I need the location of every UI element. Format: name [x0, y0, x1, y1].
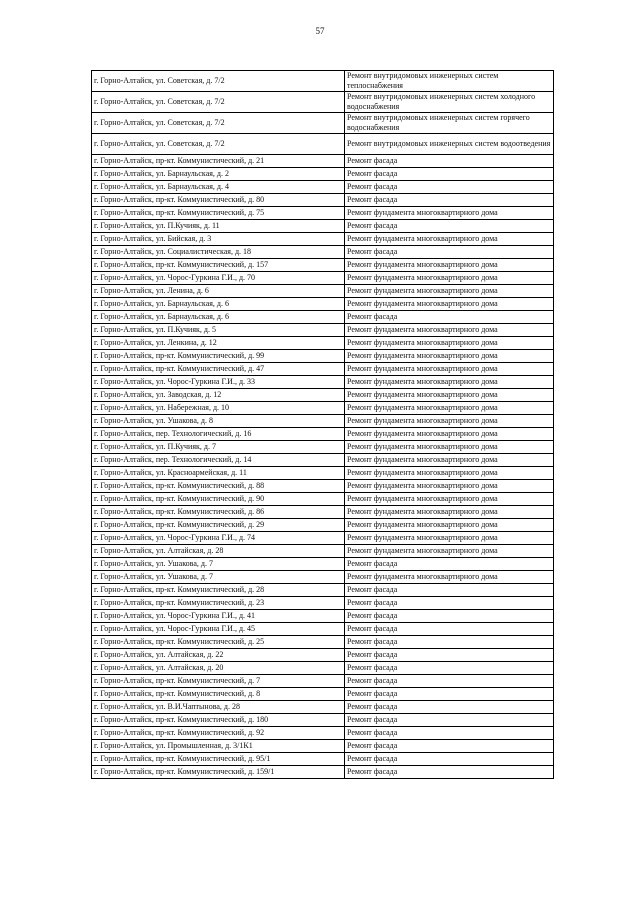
work-type-cell: Ремонт фундамента многоквартирного дома: [345, 363, 554, 376]
work-type-cell: Ремонт фасада: [345, 194, 554, 207]
table-row: [92, 597, 554, 610]
work-type-cell: Ремонт фасада: [345, 727, 554, 740]
address-cell: г. Горно-Алтайск, ул. Заводская, д. 12: [92, 389, 345, 402]
table-row: [92, 675, 554, 688]
address-cell: г. Горно-Алтайск, пер. Технологический, д. 14: [92, 454, 345, 467]
table-row: [92, 113, 554, 134]
table-row: [92, 441, 554, 454]
address-cell: г. Горно-Алтайск, ул. Барнаульская, д. 4: [92, 181, 345, 194]
table-row: [92, 454, 554, 467]
table-body: [92, 71, 554, 779]
table-row: [92, 545, 554, 558]
address-cell: г. Горно-Алтайск, пр-кт. Коммунистический, д. 8: [92, 688, 345, 701]
work-type-cell: Ремонт фундамента многоквартирного дома: [345, 337, 554, 350]
address-cell: г. Горно-Алтайск, ул. Алтайская, д. 20: [92, 662, 345, 675]
work-type-cell: Ремонт фасада: [345, 584, 554, 597]
work-type-cell: Ремонт фундамента многоквартирного дома: [345, 376, 554, 389]
work-type-cell: Ремонт фасада: [345, 675, 554, 688]
address-cell: г. Горно-Алтайск, ул. Барнаульская, д. 6: [92, 298, 345, 311]
address-cell: г. Горно-Алтайск, пр-кт. Коммунистический, д. 21: [92, 155, 345, 168]
table-row: [92, 532, 554, 545]
table-row: [92, 134, 554, 155]
work-type-cell: Ремонт фундамента многоквартирного дома: [345, 480, 554, 493]
work-type-cell: Ремонт фасада: [345, 766, 554, 779]
work-type-cell: Ремонт фундамента многоквартирного дома: [345, 259, 554, 272]
table-row: [92, 220, 554, 233]
address-cell: г. Горно-Алтайск, пр-кт. Коммунистический, д. 180: [92, 714, 345, 727]
address-cell: г. Горно-Алтайск, ул. Ушакова, д. 8: [92, 415, 345, 428]
table-row: [92, 493, 554, 506]
table-row: [92, 272, 554, 285]
work-type-cell: Ремонт внутридомовых инженерных систем горячего водоснабжения: [345, 113, 554, 134]
table-row: [92, 662, 554, 675]
work-type-cell: Ремонт фасада: [345, 610, 554, 623]
address-cell: г. Горно-Алтайск, пр-кт. Коммунистический, д. 29: [92, 519, 345, 532]
work-type-cell: Ремонт фундамента многоквартирного дома: [345, 571, 554, 584]
work-type-cell: Ремонт фундамента многоквартирного дома: [345, 441, 554, 454]
address-cell: г. Горно-Алтайск, ул. Советская, д. 7/2: [92, 134, 345, 155]
address-cell: г. Горно-Алтайск, пр-кт. Коммунистический, д. 95/1: [92, 753, 345, 766]
address-cell: г. Горно-Алтайск, ул. Советская, д. 7/2: [92, 71, 345, 92]
work-type-cell: Ремонт фасада: [345, 701, 554, 714]
address-cell: г. Горно-Алтайск, пер. Технологический, д. 16: [92, 428, 345, 441]
table-row: [92, 701, 554, 714]
address-cell: г. Горно-Алтайск, ул. Советская, д. 7/2: [92, 92, 345, 113]
address-cell: г. Горно-Алтайск, ул. Чорос-Гуркина Г.И., д. 45: [92, 623, 345, 636]
table-row: [92, 389, 554, 402]
table-row: [92, 168, 554, 181]
work-type-cell: Ремонт фасада: [345, 714, 554, 727]
table-row: [92, 428, 554, 441]
address-cell: г. Горно-Алтайск, ул. Алтайская, д. 28: [92, 545, 345, 558]
table-row: [92, 71, 554, 92]
table-row: [92, 311, 554, 324]
address-cell: г. Горно-Алтайск, ул. Социалистическая, д. 18: [92, 246, 345, 259]
work-type-cell: Ремонт фундамента многоквартирного дома: [345, 454, 554, 467]
address-cell: г. Горно-Алтайск, пр-кт. Коммунистический, д. 80: [92, 194, 345, 207]
table-row: [92, 519, 554, 532]
table-row: [92, 285, 554, 298]
work-type-cell: Ремонт фундамента многоквартирного дома: [345, 493, 554, 506]
work-type-cell: Ремонт фасада: [345, 311, 554, 324]
work-type-cell: Ремонт фасада: [345, 740, 554, 753]
work-type-cell: Ремонт фундамента многоквартирного дома: [345, 532, 554, 545]
work-type-cell: Ремонт внутридомовых инженерных систем теплоснабжения: [345, 71, 554, 92]
table-row: [92, 584, 554, 597]
address-cell: г. Горно-Алтайск, ул. Барнаульская, д. 2: [92, 168, 345, 181]
address-cell: г. Горно-Алтайск, пр-кт. Коммунистический, д. 86: [92, 506, 345, 519]
work-type-cell: Ремонт фасада: [345, 688, 554, 701]
work-type-cell: Ремонт фундамента многоквартирного дома: [345, 272, 554, 285]
table-row: [92, 727, 554, 740]
table-row: [92, 571, 554, 584]
work-type-cell: Ремонт фасада: [345, 662, 554, 675]
work-type-cell: Ремонт фундамента многоквартирного дома: [345, 233, 554, 246]
work-type-cell: Ремонт фундамента многоквартирного дома: [345, 428, 554, 441]
address-cell: г. Горно-Алтайск, ул. Чорос-Гуркина Г.И., д. 70: [92, 272, 345, 285]
work-type-cell: Ремонт фасада: [345, 181, 554, 194]
page-number: 57: [315, 26, 325, 36]
work-type-cell: Ремонт фундамента многоквартирного дома: [345, 467, 554, 480]
table-row: [92, 480, 554, 493]
table-row: [92, 363, 554, 376]
address-cell: г. Горно-Алтайск, пр-кт. Коммунистический, д. 75: [92, 207, 345, 220]
address-cell: г. Горно-Алтайск, пр-кт. Коммунистический, д. 47: [92, 363, 345, 376]
address-cell: г. Горно-Алтайск, пр-кт. Коммунистический, д. 7: [92, 675, 345, 688]
address-cell: г. Горно-Алтайск, пр-кт. Коммунистический, д. 159/1: [92, 766, 345, 779]
work-type-cell: Ремонт фасада: [345, 155, 554, 168]
work-type-cell: Ремонт фундамента многоквартирного дома: [345, 207, 554, 220]
work-type-cell: Ремонт фундамента многоквартирного дома: [345, 415, 554, 428]
table-row: [92, 350, 554, 363]
table-row: [92, 246, 554, 259]
work-type-cell: Ремонт внутридомовых инженерных систем водоотведения: [345, 134, 554, 155]
work-type-cell: Ремонт фундамента многоквартирного дома: [345, 350, 554, 363]
address-cell: г. Горно-Алтайск, ул. Набережная, д. 10: [92, 402, 345, 415]
table-row: [92, 714, 554, 727]
work-type-cell: Ремонт фундамента многоквартирного дома: [345, 519, 554, 532]
address-cell: г. Горно-Алтайск, пр-кт. Коммунистический, д. 90: [92, 493, 345, 506]
address-cell: г. Горно-Алтайск, ул. Ушакова, д. 7: [92, 558, 345, 571]
address-cell: г. Горно-Алтайск, пр-кт. Коммунистический, д. 92: [92, 727, 345, 740]
address-work-table: [91, 70, 554, 779]
table-row: [92, 233, 554, 246]
address-cell: г. Горно-Алтайск, ул. Чорос-Гуркина Г.И., д. 33: [92, 376, 345, 389]
work-type-cell: Ремонт фундамента многоквартирного дома: [345, 298, 554, 311]
work-type-cell: Ремонт фундамента многоквартирного дома: [345, 389, 554, 402]
work-type-cell: Ремонт фасада: [345, 246, 554, 259]
address-cell: г. Горно-Алтайск, пр-кт. Коммунистический, д. 88: [92, 480, 345, 493]
address-cell: г. Горно-Алтайск, ул. Чорос-Гуркина Г.И., д. 41: [92, 610, 345, 623]
work-type-cell: Ремонт фасада: [345, 753, 554, 766]
work-type-cell: Ремонт фасада: [345, 220, 554, 233]
work-type-cell: Ремонт фундамента многоквартирного дома: [345, 324, 554, 337]
table-row: [92, 467, 554, 480]
work-type-cell: Ремонт фасада: [345, 636, 554, 649]
address-cell: г. Горно-Алтайск, пр-кт. Коммунистический, д. 157: [92, 259, 345, 272]
table-row: [92, 740, 554, 753]
work-type-cell: Ремонт фасада: [345, 558, 554, 571]
table-row: [92, 259, 554, 272]
work-type-cell: Ремонт фундамента многоквартирного дома: [345, 285, 554, 298]
work-type-cell: Ремонт фасада: [345, 623, 554, 636]
table-row: [92, 558, 554, 571]
address-cell: г. Горно-Алтайск, пр-кт. Коммунистический, д. 28: [92, 584, 345, 597]
address-cell: г. Горно-Алтайск, ул. П.Кучияк, д. 5: [92, 324, 345, 337]
work-type-cell: Ремонт фасада: [345, 597, 554, 610]
address-cell: г. Горно-Алтайск, ул. Красноармейская, д. 11: [92, 467, 345, 480]
work-type-cell: Ремонт фундамента многоквартирного дома: [345, 506, 554, 519]
address-cell: г. Горно-Алтайск, ул. Бийская, д. 3: [92, 233, 345, 246]
address-cell: г. Горно-Алтайск, пр-кт. Коммунистический, д. 25: [92, 636, 345, 649]
table-row: [92, 610, 554, 623]
table-row: [92, 92, 554, 113]
work-type-cell: Ремонт фасада: [345, 168, 554, 181]
table-row: [92, 688, 554, 701]
table-row: [92, 402, 554, 415]
work-type-cell: Ремонт внутридомовых инженерных систем холодного водоснабжения: [345, 92, 554, 113]
address-cell: г. Горно-Алтайск, ул. Промышленная, д. 3/1К1: [92, 740, 345, 753]
address-cell: г. Горно-Алтайск, ул. П.Кучияк, д. 7: [92, 441, 345, 454]
table-row: [92, 649, 554, 662]
table-row: [92, 194, 554, 207]
table-row: [92, 155, 554, 168]
table-row: [92, 324, 554, 337]
table-row: [92, 337, 554, 350]
address-cell: г. Горно-Алтайск, пр-кт. Коммунистический, д. 23: [92, 597, 345, 610]
address-cell: г. Горно-Алтайск, ул. Ленина, д. 6: [92, 285, 345, 298]
work-type-cell: Ремонт фасада: [345, 649, 554, 662]
table-row: [92, 376, 554, 389]
table-row: [92, 506, 554, 519]
table-row: [92, 766, 554, 779]
address-cell: г. Горно-Алтайск, ул. Барнаульская, д. 6: [92, 311, 345, 324]
work-type-cell: Ремонт фундамента многоквартирного дома: [345, 402, 554, 415]
address-cell: г. Горно-Алтайск, ул. Ушакова, д. 7: [92, 571, 345, 584]
table-row: [92, 636, 554, 649]
table-row: [92, 207, 554, 220]
table-row: [92, 623, 554, 636]
table-row: [92, 181, 554, 194]
address-cell: г. Горно-Алтайск, ул. П.Кучияк, д. 11: [92, 220, 345, 233]
work-type-cell: Ремонт фундамента многоквартирного дома: [345, 545, 554, 558]
address-cell: г. Горно-Алтайск, ул. Алтайская, д. 22: [92, 649, 345, 662]
table-row: [92, 298, 554, 311]
address-cell: г. Горно-Алтайск, ул. Чорос-Гуркина Г.И., д. 74: [92, 532, 345, 545]
table-row: [92, 415, 554, 428]
address-cell: г. Горно-Алтайск, пр-кт. Коммунистический, д. 99: [92, 350, 345, 363]
address-cell: г. Горно-Алтайск, ул. Ленкина, д. 12: [92, 337, 345, 350]
address-cell: г. Горно-Алтайск, ул. В.И.Чаптынова, д. 28: [92, 701, 345, 714]
table-row: [92, 753, 554, 766]
address-cell: г. Горно-Алтайск, ул. Советская, д. 7/2: [92, 113, 345, 134]
